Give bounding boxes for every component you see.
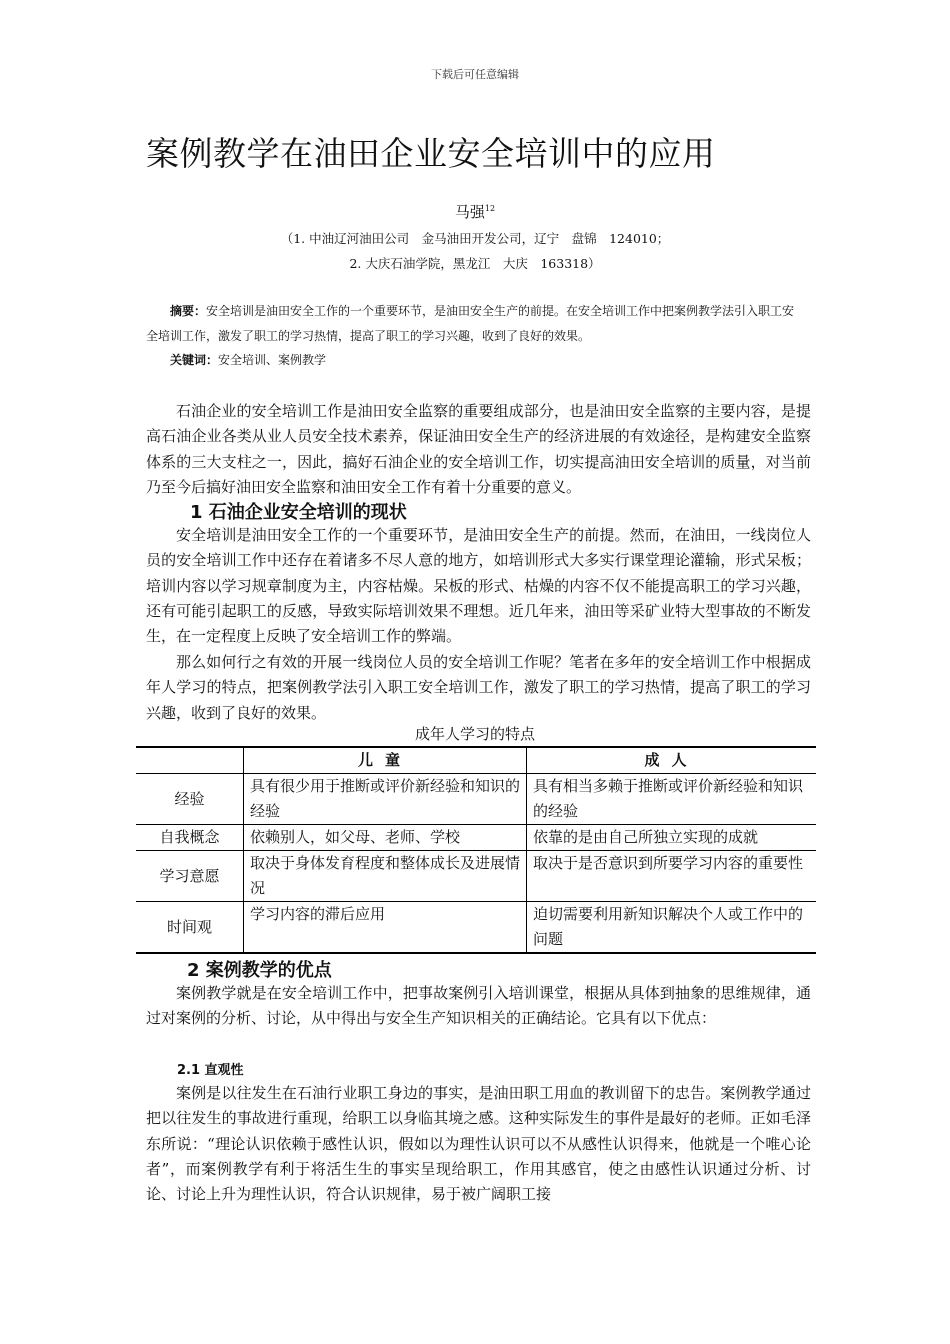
child-cell: 学习内容的滞后应用 xyxy=(244,902,527,954)
subsection-2-1-heading: 2.1 直观性 xyxy=(177,1063,244,1078)
abstract xyxy=(146,299,806,349)
section-2-heading: 2 案例教学的优点 xyxy=(187,960,332,981)
row-label: 自我概念 xyxy=(136,825,244,851)
table-header-adult: 成人 xyxy=(527,747,817,774)
table-row xyxy=(136,902,816,954)
affiliation-1: （1. 中油辽河油田公司 金马油田开发公司，辽宁 盘锦 124010； xyxy=(280,231,670,246)
affiliation-2: 2. 大庆石油学院，黑龙江 大庆 163318） xyxy=(349,256,601,271)
paper-title: 案例教学在油田企业安全培训中的应用 xyxy=(146,134,716,173)
table-row xyxy=(136,774,816,825)
child-cell: 取决于身体发育程度和整体成长及进展情况 xyxy=(244,851,527,902)
section-2-paragraph-2: 案例是以往发生在石油行业职工身边的事实，是油田职工用血的教训留下的忠告。案例教学通过把以往发生的事故进行重现，给职工以身临其境之感。这种实际发生的事件是最好的老师。正如毛泽东所说：“理论认识依赖于感性认识，假如以为理性认识可以不从感性认识得来，他就是一个唯心论者”，而案例教学有利于将活生生的事实呈现给职工，作用其感官，使之由感性认识通过分析、讨论、讨论上升为理性认识，符合认识规律，易于被广阔职工接 xyxy=(146,1084,811,1204)
header-note: 下载后可任意编辑 xyxy=(431,68,519,81)
abstract-label: 摘要： xyxy=(170,304,207,318)
child-cell: 依赖别人，如父母、老师、学校 xyxy=(244,825,527,851)
section-2-paragraph-1: 案例教学就是在安全培训工作中，把事故案例引入培训课堂，根据从具体到抽象的思维规律，通过对案例的分析、讨论，从中得出与安全生产知识相关的正确结论。它具有以下优点： xyxy=(146,984,811,1028)
row-label: 学习意愿 xyxy=(136,851,244,902)
adult-learning-table xyxy=(136,746,816,954)
table-header-row xyxy=(136,747,816,774)
row-label: 经验 xyxy=(136,774,244,825)
author-line xyxy=(0,201,950,222)
intro-paragraph: 石油企业的安全培训工作是油田安全监察的重要组成部分，也是油田安全监察的主要内容，是提高石油企业各类从业人员安全技术素养，保证油田安全生产的经济进展的有效途径，是构建安全监察体系的三大支柱之一，因此，搞好石油企业的安全培训工作，切实提高油田安全培训的质量，对当前乃至今后搞好油田安全监察和油田安全工作有着十分重要的意义。 xyxy=(146,402,811,496)
keywords xyxy=(146,348,806,373)
row-label: 时间观 xyxy=(136,902,244,954)
table-header-child: 儿童 xyxy=(244,747,527,774)
table-row xyxy=(136,825,816,851)
abstract-text: 安全培训是油田安全工作的一个重要环节，是油田安全生产的前提。在安全培训工作中把案例教学法引入职工安全培训工作，激发了职工的学习热情，提高了职工的学习兴趣，收到了良好的效果。 xyxy=(146,304,795,343)
table-header-empty xyxy=(136,747,244,774)
table-caption: 成年人学习的特点 xyxy=(414,725,535,743)
author-name: 马强 xyxy=(454,203,485,221)
section-1-paragraph-1: 安全培训是油田安全工作的一个重要环节，是油田安全生产的前提。然而，在油田，一线岗位人员的安全培训工作中还存在着诸多不尽人意的地方，如培训形式大多实行课堂理论灌输，形式呆板；培训内容以学习规章制度为主，内容枯燥。呆板的形式、枯燥的内容不仅不能提高职工的学习兴趣，还有可能引起职工的反感，导致实际培训效果不理想。近几年来，油田等采矿业特大型事故的不断发生，在一定程度上反映了安全培训工作的弊端。 xyxy=(146,526,811,646)
section-1-paragraph-2: 那么如何行之有效的开展一线岗位人员的安全培训工作呢？笔者在多年的安全培训工作中根据成年人学习的特点，把案例教学法引入职工安全培训工作，激发了职工的学习热情，提高了职工的学习兴趣，收到了良好的效果。 xyxy=(146,653,811,722)
adult-cell: 依靠的是由自己所独立实现的成就 xyxy=(527,825,817,851)
table-row xyxy=(136,851,816,902)
section-1-heading: 1 石油企业安全培训的现状 xyxy=(190,502,407,523)
keywords-label: 关键词： xyxy=(170,353,219,367)
keywords-text: 安全培训、案例教学 xyxy=(218,353,327,367)
author-affiliation-marks: 12 xyxy=(484,204,496,213)
adult-cell: 具有相当多赖于推断或评价新经验和知识的经验 xyxy=(527,774,817,825)
adult-cell: 取决于是否意识到所要学习内容的重要性 xyxy=(527,851,817,902)
adult-cell: 迫切需要利用新知识解决个人或工作中的问题 xyxy=(527,902,817,954)
child-cell: 具有很少用于推断或评价新经验和知识的经验 xyxy=(244,774,527,825)
